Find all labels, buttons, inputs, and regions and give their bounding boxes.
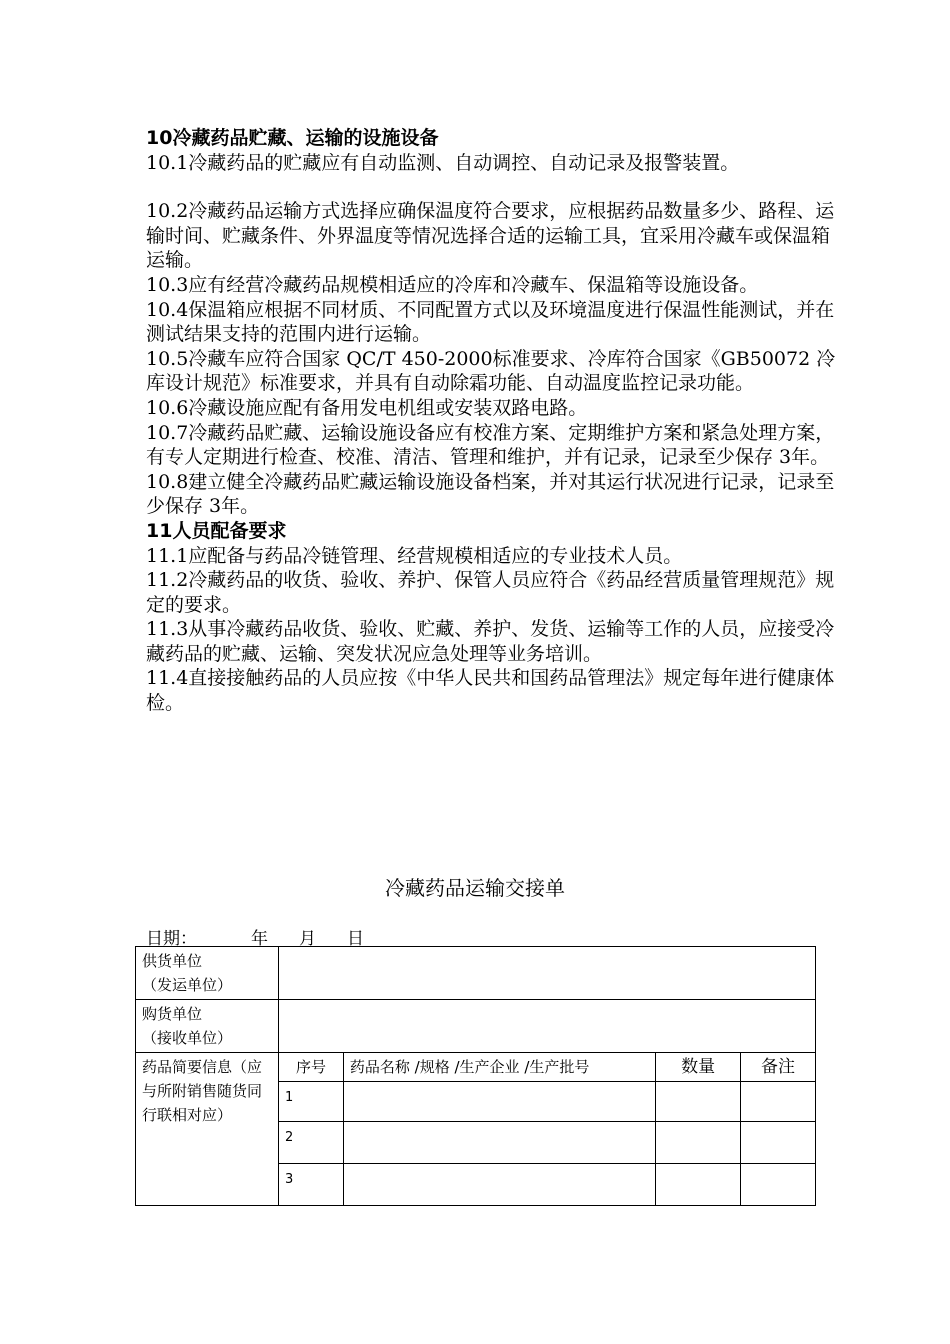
info-label: 药品简要信息（应与所附销售随货同行联相对应）	[142, 1058, 263, 1124]
row-name-cell[interactable]	[343, 1164, 655, 1206]
paragraph: 10.6冷藏设施应配有备用发电机组或安装双路电路。	[146, 396, 588, 419]
row-seq: 1	[279, 1082, 344, 1122]
paragraph: 11.1应配备与药品冷链管理、经营规模相适应的专业技术人员。	[146, 544, 683, 567]
col-qty-header: 数量	[656, 1053, 741, 1082]
paragraph: 11.2冷藏药品的收货、验收、养护、保管人员应符合《药品经营质量管理规范》规定的要求。	[146, 569, 835, 616]
row-name-cell[interactable]	[343, 1082, 655, 1122]
date-month-label: 月	[299, 929, 316, 949]
supplier-row	[136, 947, 816, 1000]
row-seq: 2	[279, 1122, 344, 1164]
handover-table	[135, 946, 816, 1206]
row-seq: 3	[279, 1164, 344, 1206]
col-note-header: 备注	[741, 1053, 816, 1082]
supplier-label: 供货单位	[142, 952, 203, 970]
col-seq-header: 序号	[279, 1053, 344, 1082]
col-name-header: 药品名称 /规格 /生产企业 /生产批号	[343, 1053, 655, 1082]
row-note-cell[interactable]	[741, 1082, 816, 1122]
paragraph: 10.8建立健全冷藏药品贮藏运输设施设备档案，并对其运行状况进行记录，记录至少保存 3年。	[146, 470, 835, 518]
supplier-value-cell[interactable]	[279, 947, 816, 1000]
section-heading: 10冷藏药品贮藏、运输的设施设备	[146, 127, 439, 149]
paragraph: 10.2冷藏药品运输方式选择应确保温度符合要求，应根据药品数量多少、路程、运输时间、贮藏条件、外界温度等情况选择合适的运输工具，宜采用冷藏车或保温箱运输。	[146, 200, 835, 272]
date-year-label: 年	[251, 929, 268, 949]
buyer-sublabel: （接收单位）	[142, 1029, 233, 1047]
row-name-cell[interactable]	[343, 1122, 655, 1164]
row-qty-cell[interactable]	[656, 1164, 741, 1206]
document-body	[146, 126, 836, 716]
buyer-value-cell[interactable]	[279, 1000, 816, 1053]
date-day-label: 日	[347, 929, 364, 949]
row-qty-cell[interactable]	[656, 1082, 741, 1122]
buyer-row	[136, 1000, 816, 1053]
supplier-sublabel: （发运单位）	[142, 976, 233, 994]
paragraph-gap	[146, 175, 836, 199]
info-label-cell	[136, 1053, 279, 1206]
info-header-row	[136, 1053, 816, 1082]
row-note-cell[interactable]	[741, 1122, 816, 1164]
date-label: 日期：	[146, 929, 197, 949]
supplier-label-cell	[136, 947, 279, 1000]
paragraph: 11.3从事冷藏药品收货、验收、贮藏、养护、发货、运输等工作的人员，应接受冷藏药品的贮藏、运输、突发状况应急处理等业务培训。	[146, 618, 835, 665]
paragraph: 11.4直接接触药品的人员应按《中华人民共和国药品管理法》规定每年进行健康体检。	[146, 667, 835, 715]
paragraph: 10.1冷藏药品的贮藏应有自动监测、自动调控、自动记录及报警装置。	[146, 151, 740, 174]
section-heading: 11人员配备要求	[146, 519, 287, 542]
paragraph: 10.7冷藏药品贮藏、运输设施设备应有校准方案、定期维护方案和紧急处理方案，有专人定期进行检查、校准、清洁、管理和维护，并有记录，记录至少保存 3年。	[146, 421, 835, 469]
buyer-label: 购货单位	[142, 1005, 203, 1023]
buyer-label-cell	[136, 1000, 279, 1053]
paragraph: 10.3应有经营冷藏药品规模相适应的冷库和冷藏车、保温箱等设施设备。	[146, 273, 759, 296]
paragraph: 10.4保温箱应根据不同材质、不同配置方式以及环境温度进行保温性能测试，并在测试结果支持的范围内进行运输。	[146, 298, 835, 346]
paragraph: 10.5冷藏车应符合国家 QC/T 450-2000标准要求、冷库符合国家《GB50072 冷库设计规范》标准要求，并具有自动除霜功能、自动温度监控记录功能。	[146, 347, 836, 395]
row-qty-cell[interactable]	[656, 1122, 741, 1164]
row-note-cell[interactable]	[741, 1164, 816, 1206]
form-title: 冷藏药品运输交接单	[385, 876, 565, 900]
